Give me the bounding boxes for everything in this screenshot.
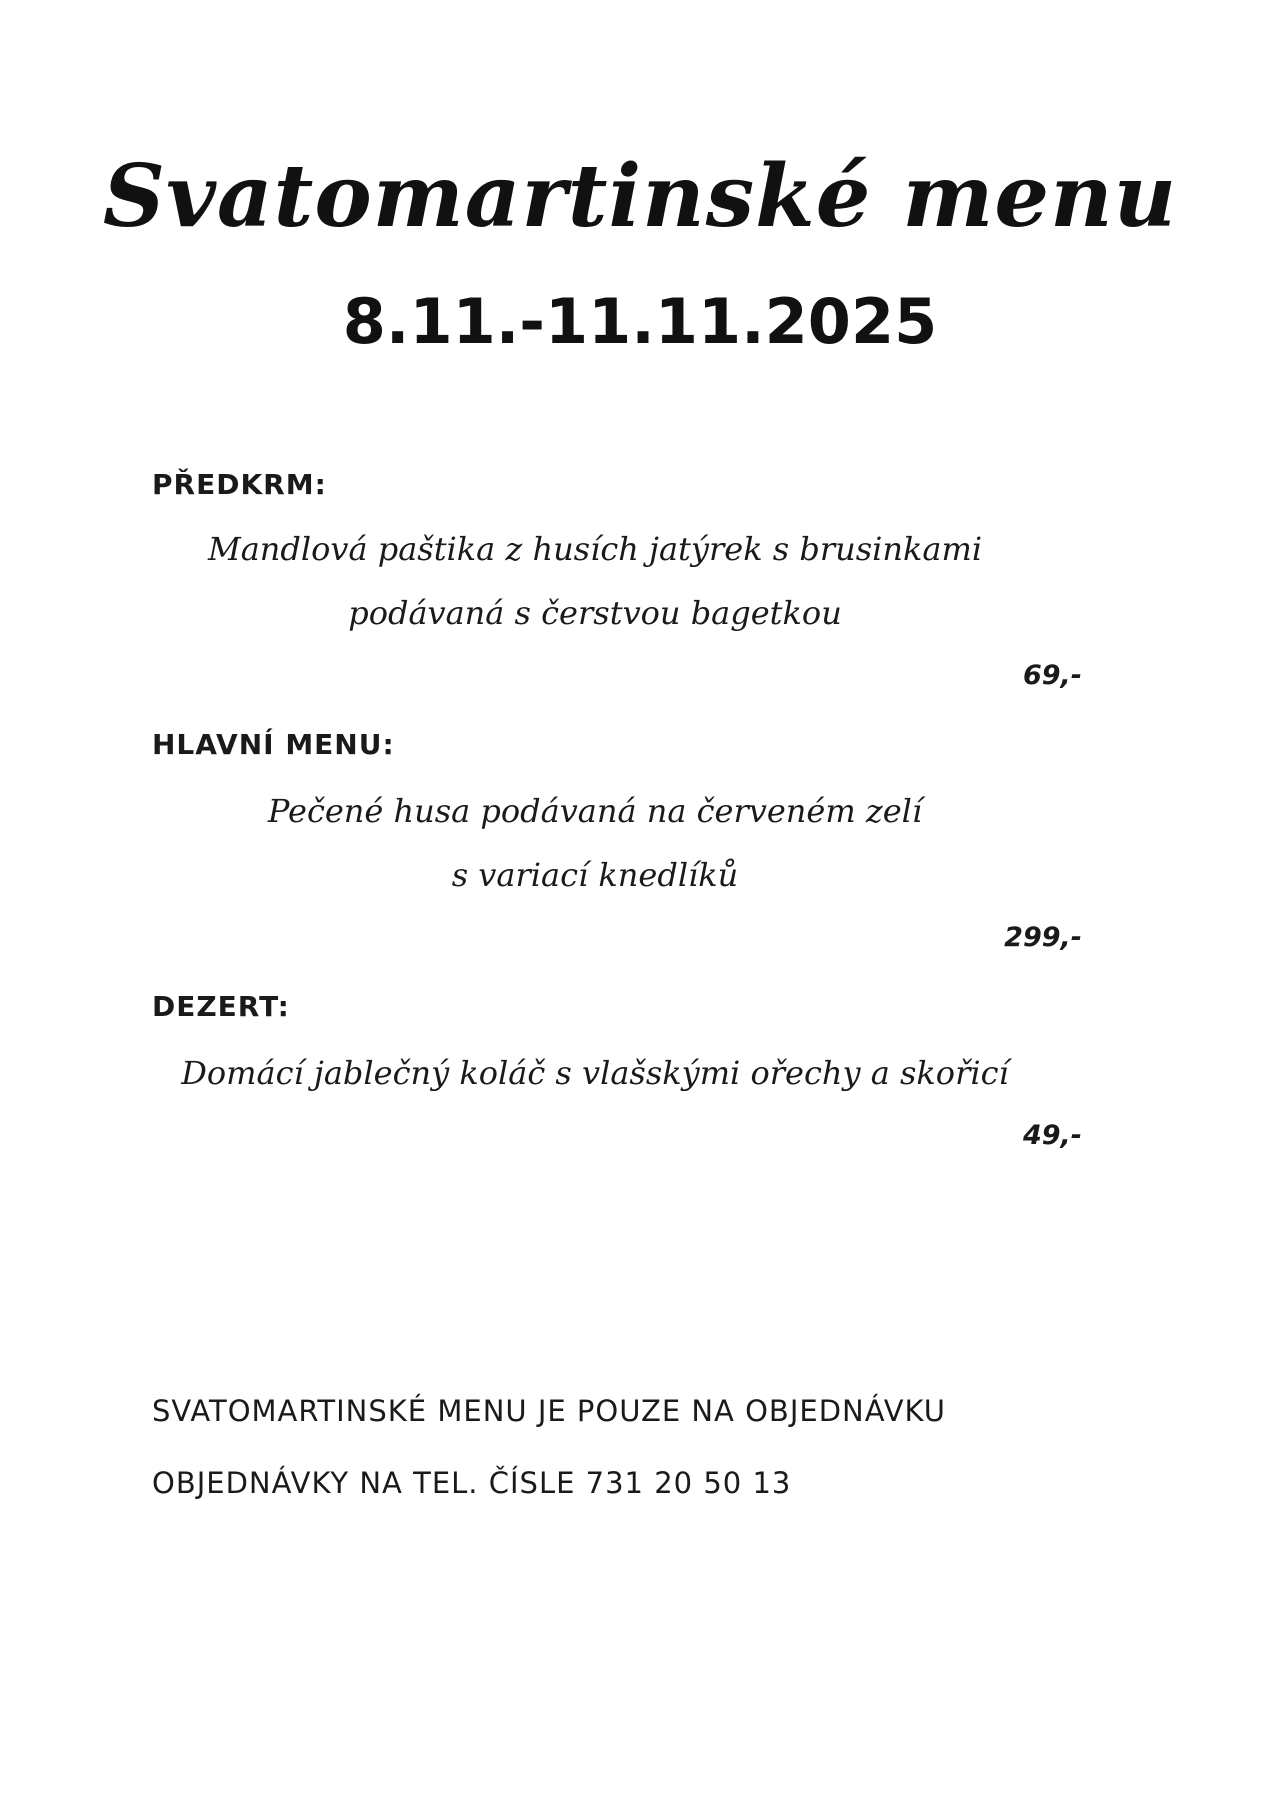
order-only-note: SVATOMARTINSKÉ MENU JE POUZE NA OBJEDNÁVKU — [152, 1394, 947, 1428]
order-phone-note: OBJEDNÁVKY NA TEL. ČÍSLE 731 20 50 13 — [152, 1466, 792, 1500]
starter-dish-line-1: Mandlová paštika z husích jatýrek s brusinkami — [207, 530, 983, 568]
starter-dish-line-2: podávaná s čerstvou bagetkou — [348, 594, 842, 632]
main-dish-line-2: s variací knedlíků — [451, 856, 739, 894]
section-heading-starter: PŘEDKRM: — [152, 468, 327, 501]
main-dish-line-1: Pečené husa podávaná na červeném zelí — [267, 792, 923, 830]
starter-price: 69,- — [1022, 660, 1082, 691]
dessert-price: 49,- — [1022, 1120, 1082, 1151]
section-heading-dessert: DEZERT: — [152, 990, 290, 1023]
main-price: 299,- — [1004, 922, 1082, 953]
section-heading-main: HLAVNÍ MENU: — [152, 728, 395, 761]
menu-title: Svatomartinské menu — [102, 146, 1178, 247]
menu-date-range: 8.11.-11.11.2025 — [342, 285, 938, 358]
dessert-dish-line-1: Domácí jablečný koláč s vlašskými ořechy a skořicí — [181, 1054, 1009, 1092]
